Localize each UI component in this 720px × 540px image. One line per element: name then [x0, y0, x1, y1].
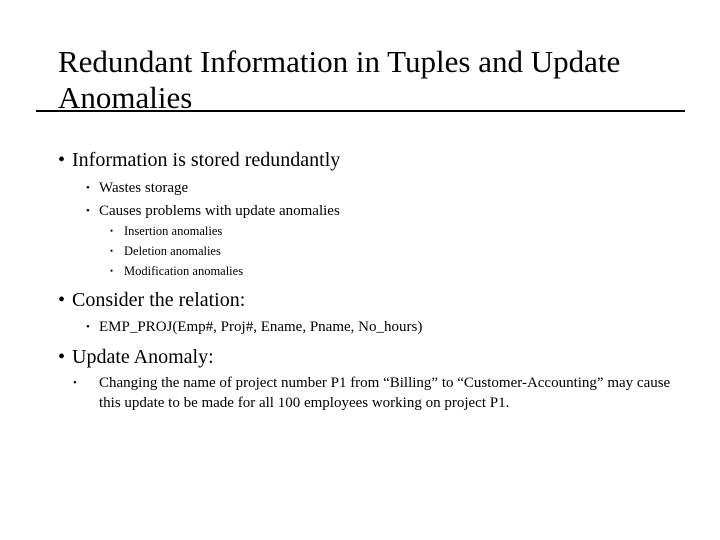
bullet-information-stored — [58, 149, 340, 171]
bullet-text: Insertion anomalies — [124, 224, 223, 238]
bullet-marker: • — [73, 377, 77, 389]
bullet-wrapped-text — [73, 373, 686, 413]
bullet-marker: • — [86, 321, 90, 333]
bullet-marker: • — [58, 289, 66, 311]
bullet-text: Deletion anomalies — [124, 244, 221, 258]
bullet-marker: • — [110, 226, 114, 236]
bullet-marker: • — [58, 149, 66, 171]
bullet-text: Information is stored redundantly — [72, 149, 341, 171]
bullet-text: Wastes storage — [99, 180, 189, 196]
bullet-text: EMP_PROJ(Emp#, Proj#, Ename, Pname, No_hours) — [99, 319, 423, 335]
bullet-emp-proj — [86, 317, 422, 337]
bullet-text: Modification anomalies — [124, 264, 244, 278]
bullet-update-anomaly — [58, 346, 214, 368]
bullet-marker: • — [86, 205, 90, 217]
bullet-text: Changing the name of project number P1 from “Billing” to “Customer-Accounting” may cause this update to be made for all 100 employees working on project P1. — [99, 375, 671, 411]
bullet-changing-name — [73, 373, 686, 413]
bullet-consider-relation — [58, 289, 245, 311]
bullet-text: Causes problems with update anomalies — [99, 203, 340, 219]
bullet-causes-problems — [86, 201, 340, 221]
bullet-modification-anomalies — [110, 263, 243, 279]
bullet-deletion-anomalies — [110, 243, 221, 259]
bullet-marker: • — [110, 266, 114, 276]
slide-title: Redundant Information in Tuples and Update Anomalies — [58, 44, 621, 115]
bullet-marker: • — [86, 182, 90, 194]
bullet-text: Update Anomaly: — [72, 346, 214, 368]
bullet-wastes-storage — [86, 178, 188, 198]
bullet-text: Consider the relation: — [72, 289, 246, 311]
bullet-marker: • — [110, 246, 114, 256]
bullet-insertion-anomalies — [110, 223, 222, 239]
bullet-marker: • — [58, 346, 66, 368]
